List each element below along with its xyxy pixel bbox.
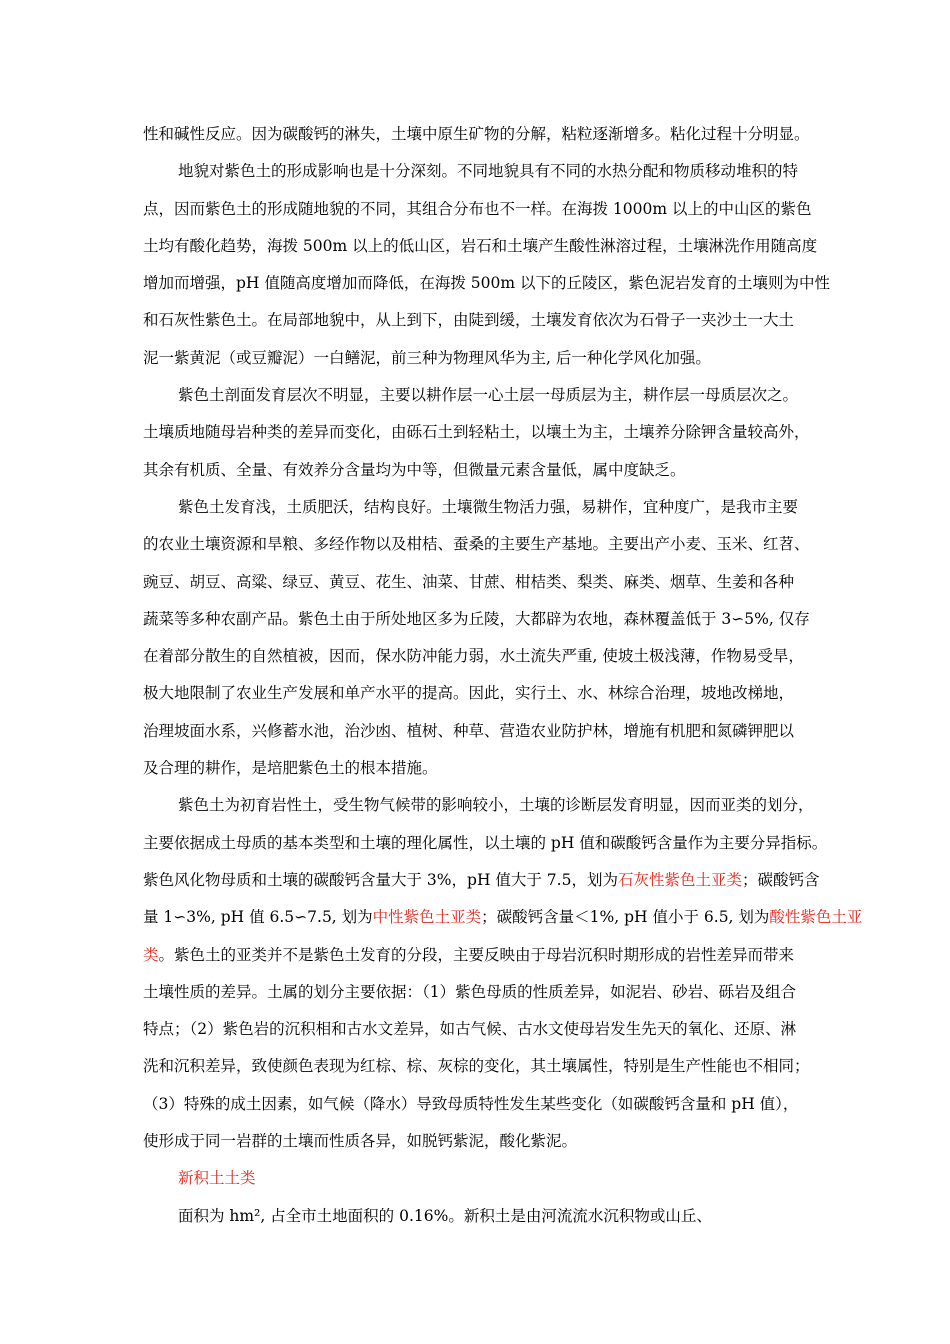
text-segment: 紫色土剖面发育层次不明显，主要以耕作层一心土层一母质层为主，耕作层一母质层次之。 <box>178 386 799 405</box>
highlighted-term: 中性紫色土亚类 <box>372 908 482 927</box>
text-segment: 特点；（2）紫色岩的沉积相和古水文差异，如古气候、古水文使母岩发生先天的氧化、还原、淋 <box>143 1020 797 1039</box>
text-segment: ；碳酸钙含量＜1%, pH 值小于 6.5, 划为 <box>481 908 770 927</box>
text-segment: 地貌对紫色土的形成影响也是十分深刻。不同地貌具有不同的水热分配和物质移动堆积的特 <box>178 162 799 181</box>
text-line <box>143 787 883 824</box>
text-line <box>143 452 883 489</box>
text-line <box>143 713 883 750</box>
text-line <box>143 1086 883 1123</box>
text-segment: 洗和沉积差异，致使颜色表现为红棕、棕、灰棕的变化，其土壤属性，特别是生产性能也不相同； <box>143 1057 810 1076</box>
text-line <box>143 937 883 974</box>
text-line <box>143 1011 883 1048</box>
text-line <box>143 302 883 339</box>
text-line <box>143 675 883 712</box>
text-segment: 和石灰性紫色土。在局部地貌中，从上到下，由陡到缓，土壤发育依次为石骨子一夹沙土一大土 <box>143 311 795 330</box>
text-segment: 极大地限制了农业生产发展和单产水平的提高。因此，实行土、水、林综合治理，坡地改梯地， <box>143 684 795 703</box>
text-line <box>143 862 883 899</box>
text-line <box>143 1160 883 1197</box>
text-line <box>143 228 883 265</box>
text-segment: 在着部分散生的自然植被，因而，保水防冲能力弱，水土流失严重, 使坡土极浅薄，作物易受旱， <box>143 647 804 666</box>
text-line <box>143 340 883 377</box>
text-segment: （3）特殊的成土因素，如气候（降水）导致母质特性发生某些变化（如碳酸钙含量和 pH 值）， <box>143 1094 799 1113</box>
text-line <box>143 601 883 638</box>
text-segment: 点，因而紫色土的形成随地貌的不同，其组合分布也不一样。在海拨 1000m 以上的中山区的紫色 <box>143 199 812 218</box>
text-segment: 泥一紫黄泥（或豆瓣泥）一白鳝泥，前三种为物理风华为主, 后一种化学风化加强。 <box>143 348 711 367</box>
text-line <box>143 191 883 228</box>
text-segment: 土壤质地随母岩种类的差异而变化，由砾石土到轻粘土，以壤土为主，土壤养分除钾含量较高外， <box>143 423 810 442</box>
highlighted-term: 类 <box>143 945 159 964</box>
text-segment: 治理坡面水系，兴修蓄水池，治沙凼、植树、种草、营造农业防护林，增施有机肥和氮磷钾肥以 <box>143 721 795 740</box>
highlighted-term: 酸性紫色土亚 <box>769 908 863 927</box>
text-segment: 增加而增强，pH 值随高度增加而降低，在海拨 500m 以下的丘陵区，紫色泥岩发育的土壤则为中性 <box>143 274 831 293</box>
text-segment: ；碳酸钙含 <box>741 870 820 889</box>
text-segment: 其余有机质、全量、有效养分含量均为中等，但微量元素含量低，属中度缺乏。 <box>143 460 686 479</box>
text-line <box>143 1198 883 1235</box>
text-segment: 面积为 hm², 占全市土地面积的 0.16%。新积土是由河流流水沉积物或山丘、 <box>178 1206 712 1225</box>
text-line <box>143 638 883 675</box>
text-line <box>143 265 883 302</box>
text-line <box>143 489 883 526</box>
text-line <box>143 899 883 936</box>
text-segment: 性和碱性反应。因为碳酸钙的淋失，土壤中原生矿物的分解，粘粒逐渐增多。粘化过程十分明显。 <box>143 125 810 143</box>
text-segment: 土均有酸化趋势，海拨 500m 以上的低山区，岩石和土壤产生酸性淋溶过程，土壤淋洗作用随高度 <box>143 236 818 255</box>
document-body <box>143 116 883 1235</box>
text-line <box>143 825 883 862</box>
highlighted-term: 石灰性紫色土亚类 <box>617 870 742 889</box>
text-line <box>143 526 883 563</box>
text-segment: 豌豆、胡豆、高粱、绿豆、黄豆、花生、油菜、甘蔗、柑桔类、梨类、麻类、烟草、生姜和各种 <box>143 572 795 591</box>
text-line <box>143 1048 883 1085</box>
text-line <box>143 974 883 1011</box>
text-line <box>143 116 883 153</box>
text-segment: 紫色土为初育岩性土，受生物气候带的影响较小，土壤的诊断层发育明显，因而亚类的划分， <box>178 796 814 815</box>
text-segment: 量 1∽3%, pH 值 6.5∽7.5, 划为 <box>143 908 373 927</box>
text-segment: 的农业土壤资源和旱粮、多经作物以及柑桔、蚕桑的主要生产基地。主要出产小麦、玉米、红苕、 <box>143 535 810 554</box>
text-line <box>143 750 883 787</box>
highlighted-term: 新积土土类 <box>178 1169 256 1188</box>
text-line <box>143 564 883 601</box>
text-segment: 土壤性质的差异。土属的划分主要依据：（1）紫色母质的性质差异，如泥岩、砂岩、砾岩及组合 <box>143 982 797 1001</box>
text-line <box>143 414 883 451</box>
text-segment: 及合理的耕作，是培肥紫色土的根本措施。 <box>143 759 438 778</box>
text-line <box>143 377 883 414</box>
text-segment: 蔬菜等多种农副产品。紫色土由于所处地区多为丘陵，大都辟为农地，森林覆盖低于 3∽5%, 仅存 <box>143 609 810 628</box>
text-segment: 主要依据成土母质的基本类型和土壤的理化属性，以土壤的 pH 值和碳酸钙含量作为主要分异指标。 <box>143 833 828 852</box>
text-segment: 使形成于同一岩群的土壤而性质各异，如脱钙紫泥，酸化紫泥。 <box>143 1132 578 1151</box>
text-line <box>143 153 883 190</box>
text-segment: 。紫色土的亚类并不是紫色土发育的分段，主要反映由于母岩沉积时期形成的岩性差异而带来 <box>158 945 795 964</box>
text-segment: 紫色土发育浅，土质肥沃，结构良好。土壤微生物活力强，易耕作，宜种度广，是我市主要 <box>178 497 799 516</box>
text-segment: 紫色风化物母质和土壤的碳酸钙含量大于 3%，pH 值大于 7.5，划为 <box>143 870 618 889</box>
text-line <box>143 1123 883 1160</box>
